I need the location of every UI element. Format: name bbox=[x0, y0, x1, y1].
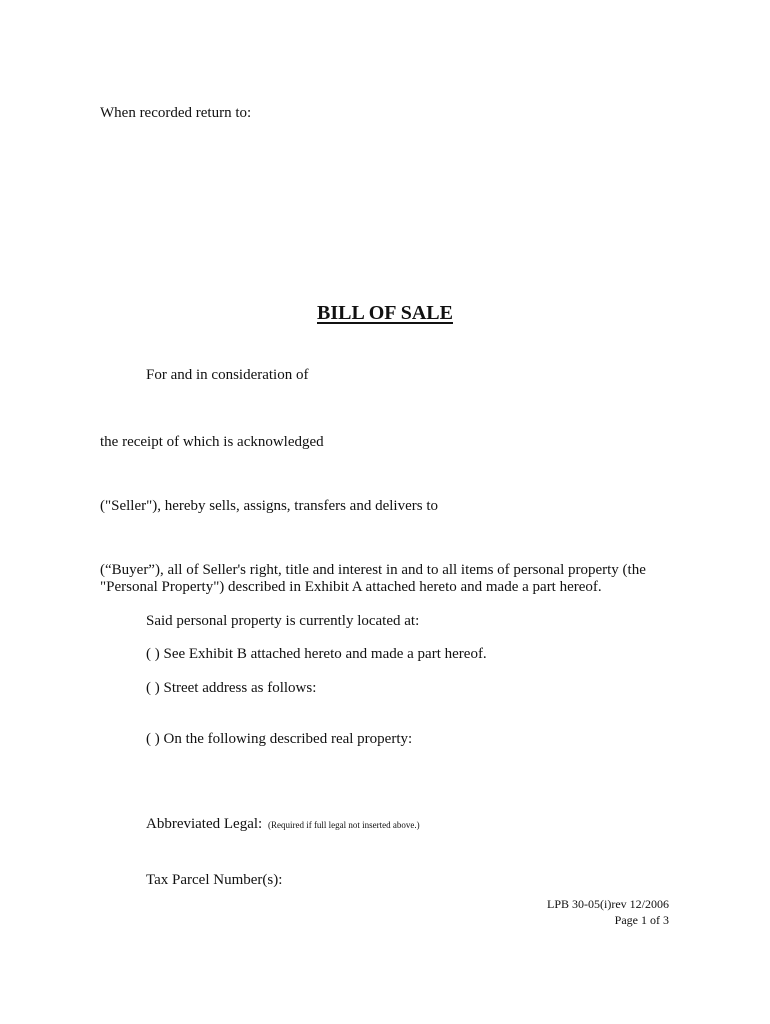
form-id: LPB 30-05(i)rev 12/2006 bbox=[547, 897, 669, 911]
location-text: Said personal property is currently located at: bbox=[146, 613, 420, 629]
seller-text: ("Seller"), hereby sells, assigns, transfers and delivers to bbox=[100, 498, 438, 514]
buyer-text-line-2: "Personal Property") described in Exhibit A attached hereto and made a part hereof. bbox=[100, 579, 602, 595]
abbreviated-legal-label: Abbreviated Legal: bbox=[146, 816, 263, 832]
page-number: Page 1 of 3 bbox=[614, 913, 669, 927]
exhibit-b-option: ( ) See Exhibit B attached hereto and made a part hereof. bbox=[146, 646, 487, 662]
return-to-label: When recorded return to: bbox=[100, 105, 252, 121]
consideration-text: For and in consideration of bbox=[146, 367, 309, 383]
receipt-text: the receipt of which is acknowledged bbox=[100, 434, 324, 450]
tax-parcel-label: Tax Parcel Number(s): bbox=[146, 872, 283, 888]
abbreviated-legal-line bbox=[146, 815, 420, 834]
buyer-text-line-1: (“Buyer”), all of Seller's right, title and interest in and to all items of personal property (the bbox=[100, 562, 646, 578]
abbreviated-legal-note: (Required if full legal not inserted above.) bbox=[267, 820, 420, 830]
document-title: BILL OF SALE bbox=[317, 302, 453, 324]
street-address-option: ( ) Street address as follows: bbox=[146, 680, 317, 696]
real-property-option: ( ) On the following described real property: bbox=[146, 731, 413, 747]
